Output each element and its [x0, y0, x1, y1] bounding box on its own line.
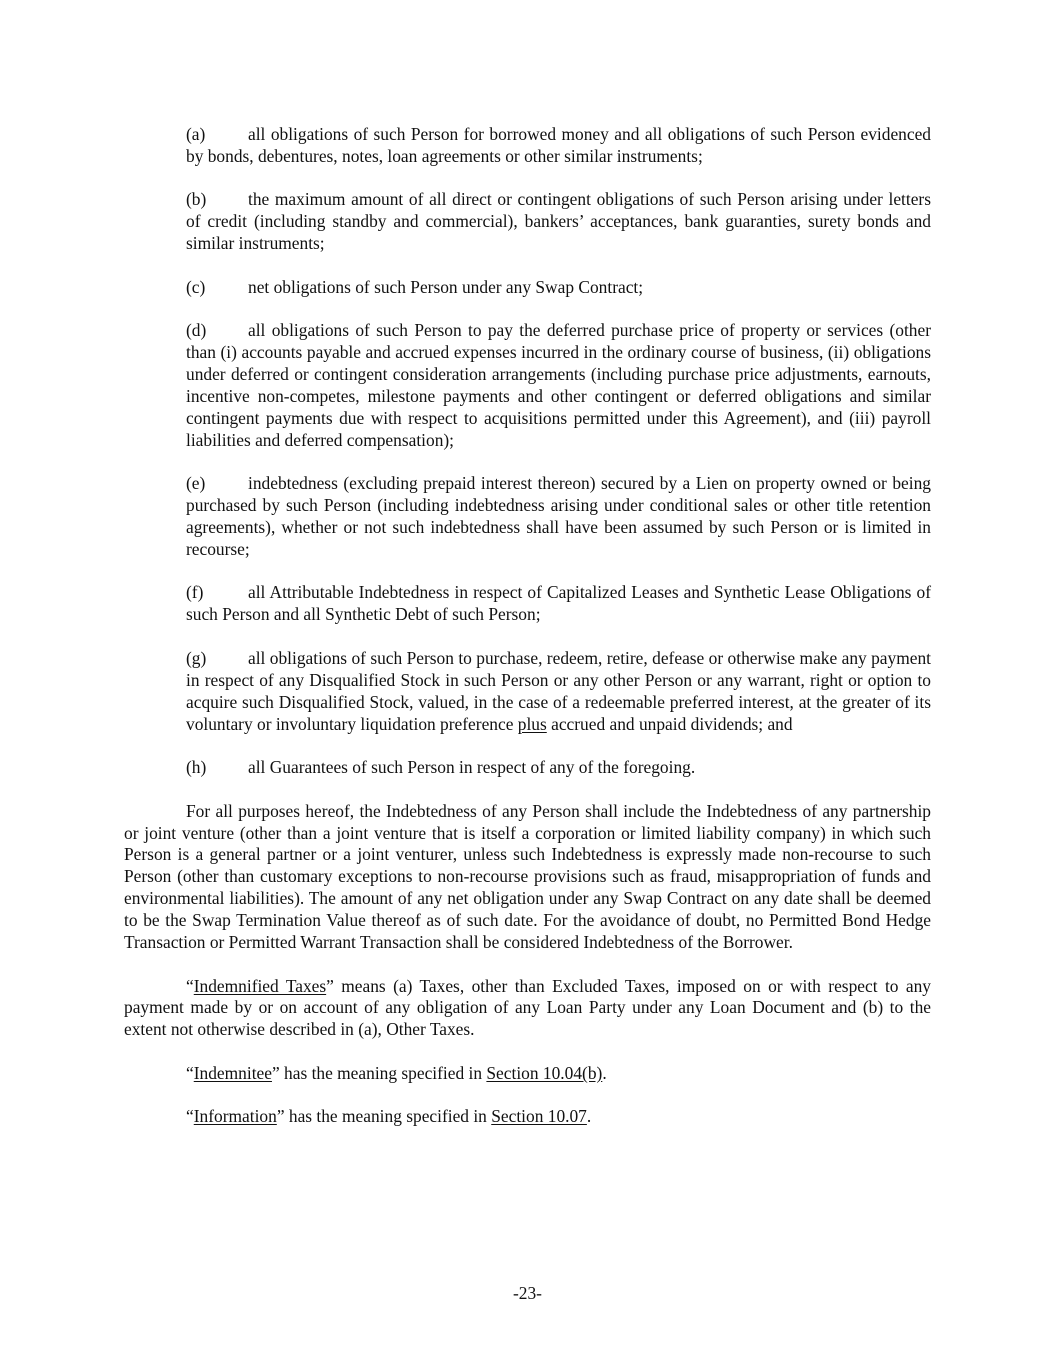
clause-number: (a): [186, 124, 206, 144]
section-reference: Section 10.04(b): [486, 1062, 603, 1083]
clause-text: all obligations of such Person to pay the deferred purchase price of property or services (other than (i) accounts payable and accrued expenses incurred in the ordinary course of business, (ii) obligations under deferred or contingent consideration arrangements (including purchase price adjustments, earnouts, incentive non-competes, milestone payments and other contingent or deferred obligations and similar contingent payments due with respect to acquisitions permitted under this Agreement), and (iii) payroll liabilities and deferred compensation);: [186, 320, 931, 450]
clause-number: (b): [186, 189, 207, 210]
clause-e: [186, 473, 931, 561]
clause-number: (e): [186, 473, 206, 494]
defined-term: Information: [193, 1106, 277, 1127]
clause-f: [186, 582, 931, 626]
page-number: -23-: [513, 1283, 542, 1303]
defined-term: Indemnitee: [193, 1062, 272, 1083]
clause-number: (d): [186, 320, 207, 341]
document-page: [124, 124, 931, 1150]
clause-text: all obligations of such Person to purchase, redeem, retire, defease or otherwise make any payment in respect of any Disqualified Stock in such Person or any other Person or any warrant, right or option to acquire such Disqualified Stock, valued, in the case of a redeemable preferred interest, at the greater of its voluntary or involuntary liquidation preference: [186, 647, 931, 734]
definition-indemnitee: [124, 1063, 931, 1085]
definition-end: .: [602, 1062, 607, 1083]
definition-text: ” has the meaning specified in: [276, 1106, 492, 1127]
purposes-paragraph: For all purposes hereof, the Indebtedness of any Person shall include the Indebtedness of any partnership or joint venture (other than a joint venture that is itself a corporation or limited liability company) in which such Person is a general partner or a joint venturer, unless such Indebtedness is expressly made non-recourse to such Person (other than customary exceptions to non-recourse provisions such as fraud, misappropriation of funds and environmental liabilities). The amount of any net obligation under any Swap Contract on any date shall be deemed to be the Swap Termination Value thereof as of such date. For the avoidance of doubt, no Permitted Bond Hedge Transaction or Permitted Warrant Transaction shall be considered Indebtedness of the Borrower.: [124, 800, 931, 953]
clause-number: (f): [186, 582, 204, 603]
definition-end: .: [586, 1106, 592, 1127]
open-quote: “: [186, 1062, 194, 1083]
open-quote: “: [186, 1106, 194, 1127]
definition-text: ” has the meaning specified in: [271, 1062, 487, 1083]
clause-text: all obligations of such Person for borrowed money and all obligations of such Person evidenced by bonds, debentures, notes, loan agreements or other similar instruments;: [186, 124, 931, 166]
clause-number: (g): [186, 647, 207, 668]
clause-a: [186, 124, 931, 168]
clause-text: the maximum amount of all direct or contingent obligations of such Person arising under letters of credit (including standby and commercial), bankers’ acceptances, bank guaranties, surety bonds and similar instruments;: [186, 189, 931, 254]
definition-indemnified-taxes: [124, 976, 931, 1042]
clause-text-continued: accrued and unpaid dividends; and: [546, 713, 793, 734]
clause-b: [186, 189, 931, 255]
clause-number: (h): [186, 757, 207, 778]
section-reference: Section 10.07: [491, 1106, 587, 1127]
clause-d: [186, 320, 931, 451]
clause-text: net obligations of such Person under any Swap Contract;: [248, 276, 644, 297]
clause-number: (c): [186, 276, 206, 297]
clause-text: all Guarantees of such Person in respect of any of the foregoing.: [248, 757, 696, 778]
underlined-term-plus: plus: [517, 713, 547, 734]
clause-g: [186, 648, 931, 736]
defined-term: Indemnified Taxes: [193, 975, 327, 996]
clause-text: all Attributable Indebtedness in respect of Capitalized Leases and Synthetic Lease Obligations of such Person and all Synthetic Debt of such Person;: [186, 582, 931, 625]
open-quote: “: [186, 975, 194, 996]
clause-c: [186, 277, 931, 299]
definition-text: ” means (a) Taxes, other than Excluded Taxes, imposed on or with respect to any payment made by or on account of any obligation of any Loan Party under any Loan Document and (b) to the extent not otherwise described in (a), Other Taxes.: [124, 975, 931, 1040]
clause-h: [186, 757, 931, 779]
definition-information: [124, 1106, 931, 1128]
clause-text: indebtedness (excluding prepaid interest thereon) secured by a Lien on property owned or being purchased by such Person (including indebtedness arising under conditional sales or other title retention agreements), whether or not such indebtedness shall have been assumed by such Person or is limited in recourse;: [186, 473, 931, 559]
